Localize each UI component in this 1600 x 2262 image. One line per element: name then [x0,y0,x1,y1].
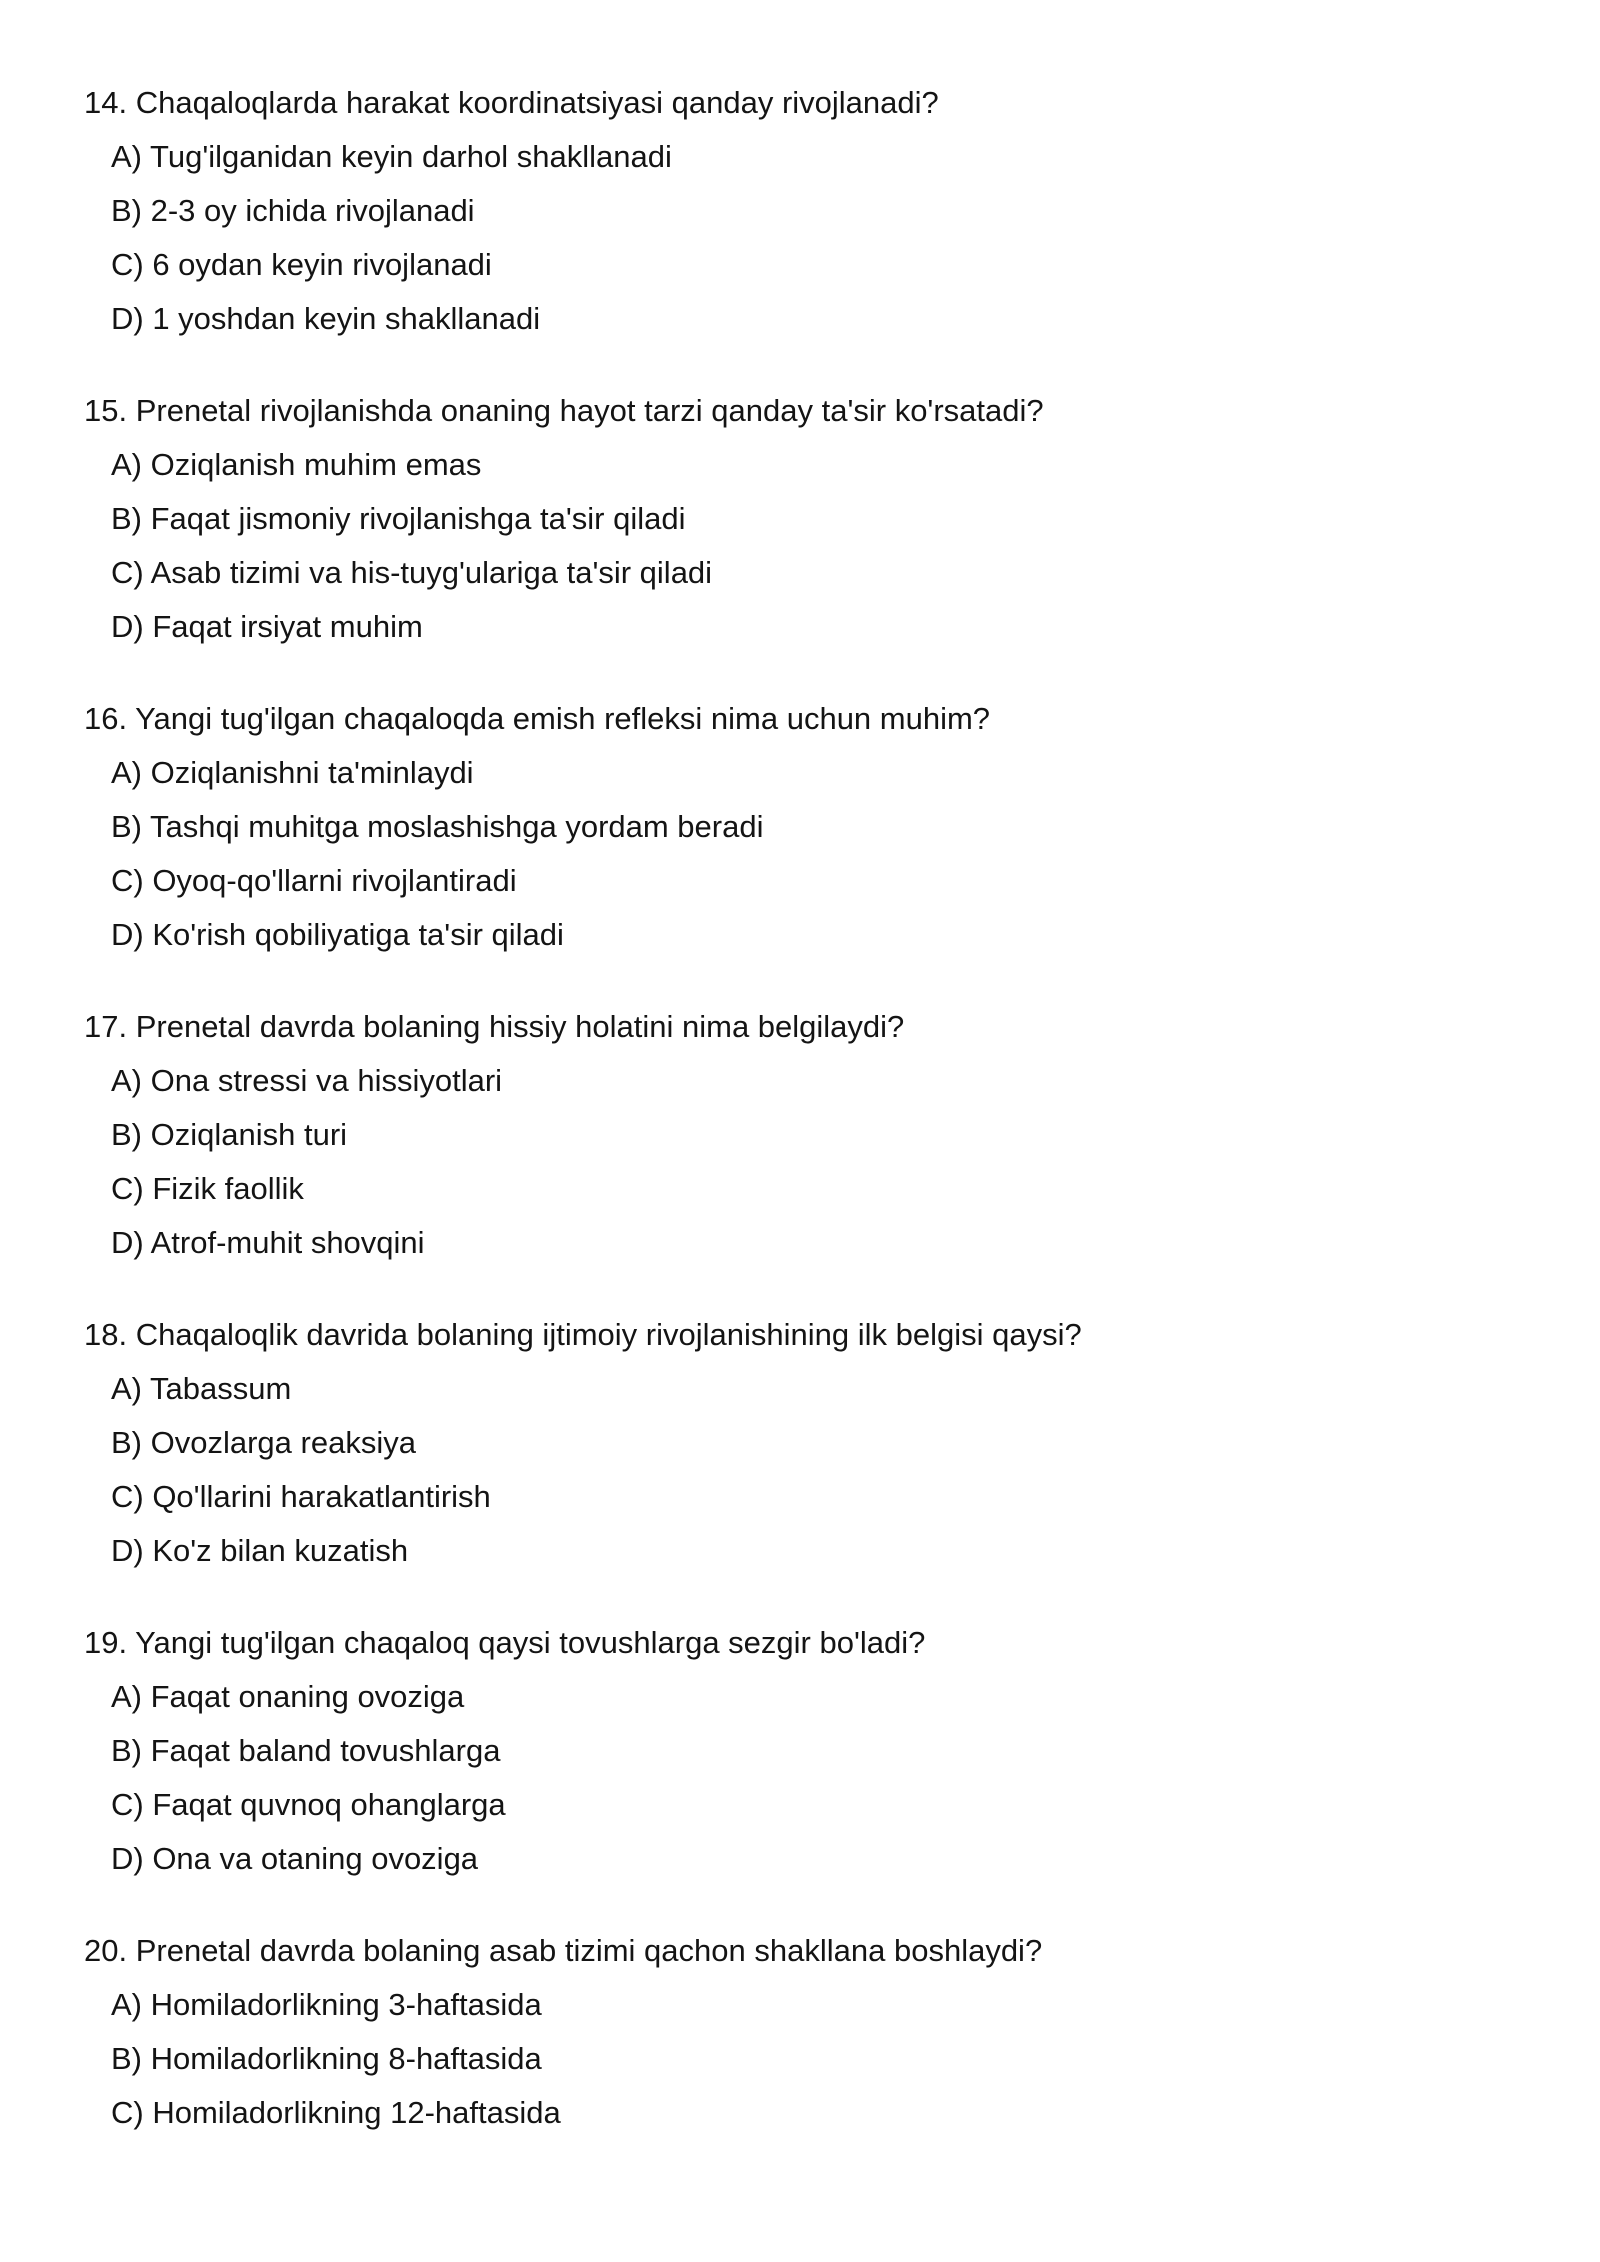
option-d: D) Faqat irsiyat muhim [111,609,423,644]
question-20 [84,1924,1524,2140]
option-c: C) Fizik faollik [111,1171,304,1206]
answer-options [84,746,1524,962]
option-a: A) Tabassum [111,1371,292,1406]
option-c: C) Homiladorlikning 12-haftasida [111,2095,561,2130]
option-b: B) 2-3 oy ichida rivojlanadi [111,193,475,228]
question-text: 20. Prenetal davrda bolaning asab tizimi qachon shakllana boshlaydi? [84,1933,1043,1968]
answer-options [84,438,1524,654]
option-c: C) Faqat quvnoq ohanglarga [111,1787,506,1822]
option-a: A) Ona stressi va hissiyotlari [111,1063,503,1098]
answer-options [84,1670,1524,1886]
answer-options [84,1362,1524,1578]
option-d: D) 1 yoshdan keyin shakllanadi [111,301,541,336]
question-16 [84,692,1524,962]
question-text: 14. Chaqaloqlarda harakat koordinatsiyasi qanday rivojlanadi? [84,85,939,120]
option-a: A) Faqat onaning ovoziga [111,1679,465,1714]
answer-options [84,130,1524,346]
option-b: B) Tashqi muhitga moslashishga yordam beradi [111,809,764,844]
option-d: D) Ko'rish qobiliyatiga ta'sir qiladi [111,917,564,952]
question-18 [84,1308,1524,1578]
option-c: C) Asab tizimi va his-tuyg'ulariga ta'sir qiladi [111,555,713,590]
option-a: A) Tug'ilganidan keyin darhol shakllanadi [111,139,672,174]
question-19 [84,1616,1524,1886]
option-c: C) Oyoq-qo'llarni rivojlantiradi [111,863,517,898]
option-b: B) Faqat jismoniy rivojlanishga ta'sir qiladi [111,501,686,536]
question-text: 17. Prenetal davrda bolaning hissiy holatini nima belgilaydi? [84,1009,905,1044]
option-b: B) Ovozlarga reaksiya [111,1425,416,1460]
question-text: 19. Yangi tug'ilgan chaqaloq qaysi tovushlarga sezgir bo'ladi? [84,1625,926,1660]
option-b: B) Oziqlanish turi [111,1117,348,1152]
question-text: 18. Chaqaloqlik davrida bolaning ijtimoiy rivojlanishining ilk belgisi qaysi? [84,1317,1082,1352]
option-a: A) Oziqlanish muhim emas [111,447,482,482]
answer-options [84,1054,1524,1270]
question-text: 16. Yangi tug'ilgan chaqaloqda emish refleksi nima uchun muhim? [84,701,991,736]
option-b: B) Faqat baland tovushlarga [111,1733,501,1768]
question-15 [84,384,1524,654]
option-d: D) Ko'z bilan kuzatish [111,1533,409,1568]
option-a: A) Homiladorlikning 3-haftasida [111,1987,542,2022]
option-d: D) Ona va otaning ovoziga [111,1841,479,1876]
question-14 [84,76,1524,346]
option-b: B) Homiladorlikning 8-haftasida [111,2041,542,2076]
option-c: C) 6 oydan keyin rivojlanadi [111,247,492,282]
question-text: 15. Prenetal rivojlanishda onaning hayot tarzi qanday ta'sir ko'rsatadi? [84,393,1044,428]
question-17 [84,1000,1524,1270]
option-c: C) Qo'llarini harakatlantirish [111,1479,491,1514]
answer-options [84,1978,1524,2140]
option-d: D) Atrof-muhit shovqini [111,1225,425,1260]
option-a: A) Oziqlanishni ta'minlaydi [111,755,474,790]
